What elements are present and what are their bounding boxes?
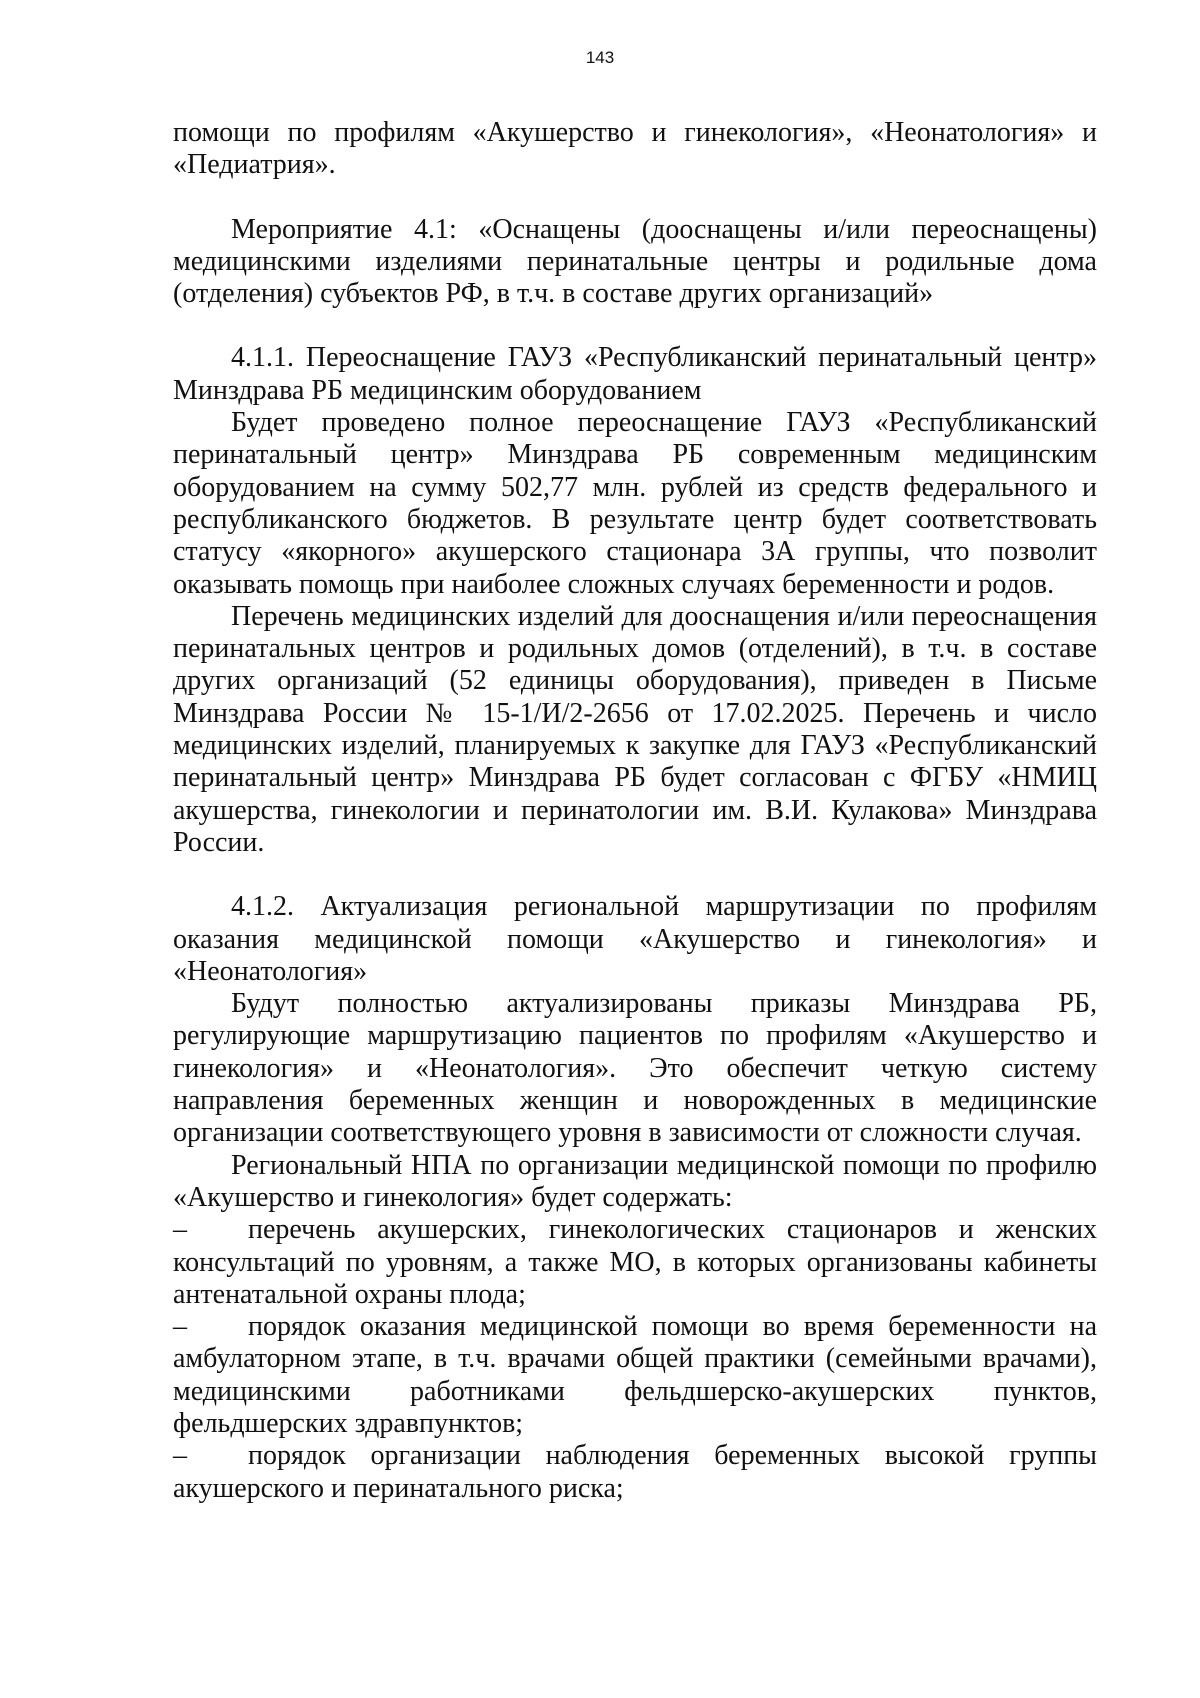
paragraph-reequipment: Будет проведено полное переоснащение ГАУЗ «Республиканский перинатальный центр» Минздрава РБ современным медицинским оборудованием на сумму 502,77 млн. рублей из средств федерального и республиканского бюджетов. В результате центр будет соответствовать статусу «якорного» акушерского стационара 3А группы, что позволит оказывать помощь при наиболее сложных случаях беременности и родов.	[173, 407, 1097, 600]
page-number: 143	[585, 48, 615, 67]
section-heading-4-1-2: 4.1.2. Актуализация региональной маршрутизации по профилям оказания медицинской помощи «Акушерство и гинекология» и «Неонатология»	[173, 891, 1097, 987]
list-item-text: порядок организации наблюдения беременных высокой группы акушерского и перинатального риска;	[173, 1440, 1097, 1504]
paragraph-measure-4-1: Мероприятие 4.1: «Оснащены (дооснащены и/или переоснащены) медицинскими изделиями перинатальные центры и родильные дома (отделения) субъектов РФ, в т.ч. в составе других организаций»	[173, 213, 1097, 310]
paragraph-regional-npa: Региональный НПА по организации медицинской помощи по профилю «Акушерство и гинекология» будет содержать:	[173, 1149, 1097, 1213]
paragraph-continuation: помощи по профилям «Акушерство и гинекология», «Неонатология» и «Педиатрия».	[173, 117, 1097, 181]
list-item	[173, 1311, 1097, 1440]
section-heading-4-1-1: 4.1.1. Переоснащение ГАУЗ «Республиканский перинатальный центр» Минздрава РБ медицинским оборудованием	[173, 342, 1097, 406]
dash-bullet: –	[173, 1311, 187, 1343]
paragraph-routing-orders: Будут полностью актуализированы приказы Минздрава РБ, регулирующие маршрутизацию пациентов по профилям «Акушерство и гинекология» и «Неонатология». Это обеспечит четкую систему направления беременных женщин и новорожденных в медицинские организации соответствующего уровня в зависимости от сложности случая.	[173, 988, 1097, 1149]
list-item	[173, 1440, 1097, 1505]
paragraph-equipment-list: Перечень медицинских изделий для дооснащения и/или переоснащения перинатальных центров и родильных домов (отделений), в т.ч. в составе других организаций (52 единицы оборудования), приведен в Письме Минздрава России № 15-1/И/2-2656 от 17.02.2025. Перечень и число медицинских изделий, планируемых к закупке для ГАУЗ «Республиканский перинатальный центр» Минздрава РБ будет согласован с ФГБУ «НМИЦ акушерства, гинекологии и перинатологии им. В.И. Кулакова» Минздрава России.	[173, 600, 1097, 858]
list-item	[173, 1214, 1097, 1311]
document-body	[173, 117, 1097, 1505]
dash-bullet: –	[173, 1214, 187, 1246]
list-item-text: порядок оказания медицинской помощи во время беременности на амбулаторном этапе, в т.ч. врачами общей практики (семейными врачами), медицинскими работниками фельдшерско-акушерских пунктов, фельдшерских здравпунктов;	[173, 1311, 1097, 1439]
dash-bullet: –	[173, 1440, 187, 1472]
list-item-text: перечень акушерских, гинекологических стационаров и женских консультаций по уровням, а также МО, в которых организованы кабинеты антенатальной охраны плода;	[173, 1214, 1097, 1310]
